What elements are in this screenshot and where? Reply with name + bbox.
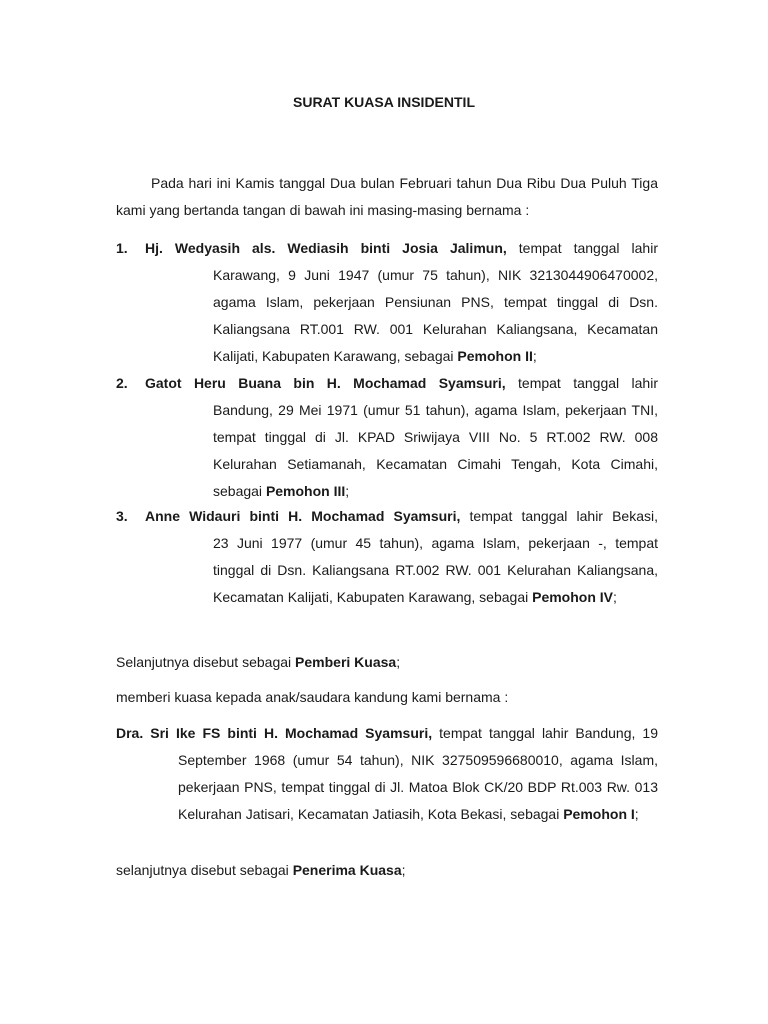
role-label: Pemohon IV [532,589,614,605]
item-number: 2. [116,375,128,391]
representative-details: September 1968 (umur 54 tahun), NIK 327509596680010, agama Islam, pekerjaan PNS, tempat tinggal di Jl. Matoa Blok CK/20 BDP Rt.003 Rw. 013 Kelurahan Jatisari, Kecamatan Jatiasih, Kota Bekasi, sebagai Pemohon I; [178,752,658,822]
pemberi-kuasa-line: Selanjutnya disebut sebagai Pemberi Kuasa; [116,654,401,670]
item-first-line: Anne Widauri binti H. Mochamad Syamsuri, tempat tanggal lahir Bekasi, [145,508,659,524]
intro-paragraph: Pada hari ini Kamis tanggal Dua bulan Februari tahun Dua Ribu Dua Puluh Tiga kami yang bertanda tangan di bawah ini masing-masing bernama : [116,175,658,218]
penerima-kuasa-line: selanjutnya disebut sebagai Penerima Kuasa; [116,862,406,878]
pemberi-kuasa-label: Pemberi Kuasa [295,654,397,670]
list-item-2: 2. Gatot Heru Buana bin H. Mochamad Syamsuri, tempat tanggal lahir Bandung, 29 Mei 1971 (umur 51 tahun), agama Islam, pekerjaan TNI, tempat tinggal di Jl. KPAD Sriwijaya VIII No. 5 RT.002 RW. 008 Kelurahan Setiamanah, Kecamatan Cimahi Tengah, Kota Cimahi, sebagai Pemohon III; [116,370,658,505]
penerima-kuasa-label: Penerima Kuasa [292,862,402,878]
person-name: Gatot Heru Buana bin H. Mochamad Syamsuri, [145,375,506,391]
item-first-line: Hj. Wedyasih als. Wediasih binti Josia Jalimun, tempat tanggal lahir [145,240,658,256]
person-name: Anne Widauri binti H. Mochamad Syamsuri, [145,508,461,524]
representative-first-line: Dra. Sri Ike FS binti H. Mochamad Syamsuri, tempat tanggal lahir Bandung, 19 [116,725,658,741]
representative-name: Dra. Sri Ike FS binti H. Mochamad Syamsuri, [116,725,433,741]
representative-paragraph [116,720,658,828]
item-details: 23 Juni 1977 (umur 45 tahun), agama Islam, pekerjaan -, tempat tinggal di Dsn. Kaliangsana RT.002 RW. 001 Kelurahan Kaliangsana, Kecamatan Kalijati, Kabupaten Karawang, sebagai [213,535,658,605]
role-label: Pemohon III [265,483,346,499]
item-number: 1. [116,240,128,256]
item-details: Karawang, 9 Juni 1947 (umur 75 tahun), NIK 3213044906470002, agama Islam, pekerjaan Pensiunan PNS, tempat tinggal di Dsn. Kaliangsana RT.001 RW. 001 Kelurahan Kaliangsana, Kecamatan Kalijati, Kabupaten Karawang, sebagai [213,267,658,364]
role-label: Pemohon I [563,806,635,822]
person-name: Hj. Wedyasih als. Wediasih binti Josia Jalimun, [145,240,507,256]
list-item-3: 3. Anne Widauri binti H. Mochamad Syamsuri, tempat tanggal lahir Bekasi, 23 Juni 1977 (umur 45 tahun), agama Islam, pekerjaan -, tempat tinggal di Dsn. Kaliangsana RT.002 RW. 001 Kelurahan Kaliangsana, Kecamatan Kalijati, Kabupaten Karawang, sebagai Pemohon IV; [116,503,658,611]
list-item-1: 1. Hj. Wedyasih als. Wediasih binti Josia Jalimun, tempat tanggal lahir Karawang, 9 Juni 1947 (umur 75 tahun), NIK 3213044906470002, agama Islam, pekerjaan Pensiunan PNS, tempat tinggal di Dsn. Kaliangsana RT.001 RW. 001 Kelurahan Kaliangsana, Kecamatan Kalijati, Kabupaten Karawang, sebagai Pemohon II; [116,235,658,370]
item-number: 3. [116,508,128,524]
item-details: Bandung, 29 Mei 1971 (umur 51 tahun), agama Islam, pekerjaan TNI, tempat tinggal di Jl. KPAD Sriwijaya VIII No. 5 RT.002 RW. 008 Kelurahan Setiamanah, Kecamatan Cimahi Tengah, Kota Cimahi, sebagai [213,402,658,499]
role-label: Pemohon II [457,348,533,364]
document-title: SURAT KUASA INSIDENTIL [293,94,475,110]
memberi-kuasa-line: memberi kuasa kepada anak/saudara kandung kami bernama : [116,689,509,705]
item-first-line: Gatot Heru Buana bin H. Mochamad Syamsuri, tempat tanggal lahir [145,375,658,391]
